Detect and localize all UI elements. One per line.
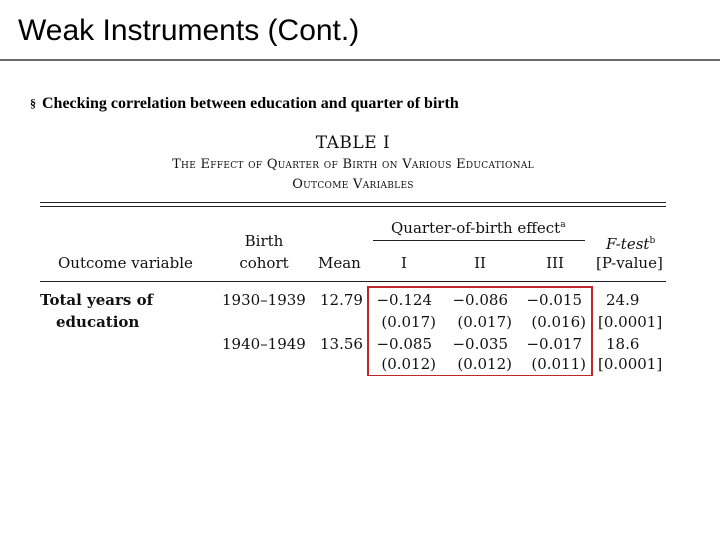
table-crop-edge: [36, 376, 676, 388]
row1-f: 24.9: [606, 291, 640, 309]
table-top-rule-2: [40, 206, 666, 207]
spanner-rule: [373, 240, 585, 241]
row2-se1: (0.012): [381, 355, 436, 373]
col-header-mean: Mean: [318, 254, 361, 272]
row1-q1: −0.124: [376, 291, 432, 309]
row1-mean: 12.79: [320, 291, 363, 309]
row1-cohort: 1930–1939: [222, 291, 306, 309]
row1-se2: (0.017): [457, 313, 512, 331]
row1-se1: (0.017): [381, 313, 436, 331]
row1-q2: −0.086: [452, 291, 508, 309]
row2-cohort: 1940–1949: [222, 335, 306, 353]
col-header-ftest: F-test$^b$: [606, 235, 656, 253]
col-header-cohort: cohort: [239, 254, 289, 272]
row1-outcome-line2: education: [56, 313, 140, 331]
table-heading: TABLE I: [315, 133, 391, 153]
header-bottom-rule: [40, 281, 666, 282]
row1-q3: −0.015: [526, 291, 582, 309]
bullet-icon: §: [30, 96, 36, 110]
spanner-header: Quarter-of-birth effect$^a$: [391, 219, 566, 237]
row2-p: [0.0001]: [598, 355, 663, 373]
col-header-q3: III: [546, 254, 564, 272]
highlight-box: [367, 286, 593, 377]
bullet-text: Checking correlation between education and quarter of birth: [42, 95, 459, 112]
table-caption-line2: Outcome Variables: [292, 177, 414, 192]
row1-p: [0.0001]: [598, 313, 663, 331]
row1-se3: (0.016): [531, 313, 586, 331]
col-header-birth: Birth: [244, 232, 284, 250]
bullet-point: [30, 95, 459, 113]
table-top-rule: [40, 202, 666, 203]
row2-q3: −0.017: [526, 335, 582, 353]
table-caption-line1: The Effect of Quarter of Birth on Various Educational: [172, 157, 534, 172]
col-header-pvalue: [P-value]: [596, 254, 663, 272]
row2-f: 18.6: [606, 335, 640, 353]
row2-q1: −0.085: [376, 335, 432, 353]
slide-title: Weak Instruments (Cont.): [18, 14, 360, 47]
col-header-q1: I: [401, 254, 407, 272]
col-header-q2: II: [474, 254, 486, 272]
row2-se2: (0.012): [457, 355, 512, 373]
row2-mean: 13.56: [320, 335, 363, 353]
row2-q2: −0.035: [452, 335, 508, 353]
col-header-outcome: Outcome variable: [58, 254, 193, 272]
row1-outcome-line1: Total years of: [40, 291, 154, 309]
row2-se3: (0.011): [531, 355, 586, 373]
title-divider: [0, 59, 720, 61]
